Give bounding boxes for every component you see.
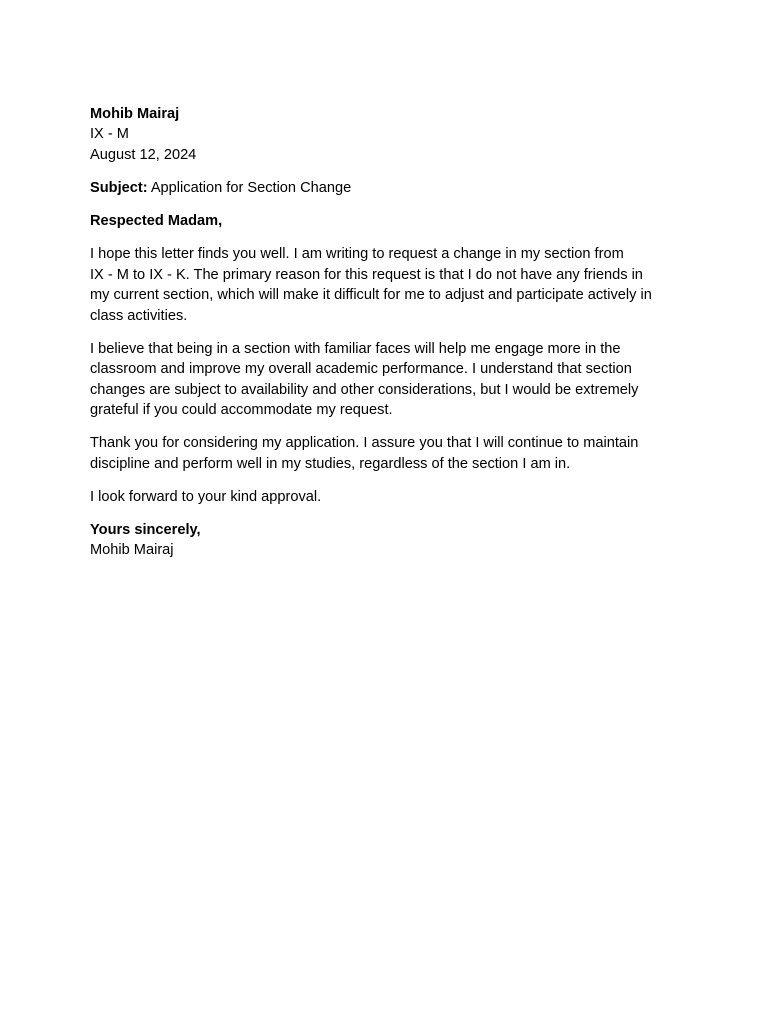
paragraph-4 (90, 487, 680, 507)
paragraph-line: my current section, which will make it difficult for me to adjust and participate actively in (90, 287, 652, 304)
paragraph-line: changes are subject to availability and other considerations, but I would be extremely (90, 381, 639, 398)
signature-name: Mohib Mairaj (90, 542, 174, 559)
paragraph-line: I hope this letter finds you well. I am writing to request a change in my section from (90, 246, 624, 263)
salutation: Respected Madam, (90, 213, 223, 230)
subject-line (90, 178, 680, 198)
closing-block (90, 520, 680, 561)
letter-date: August 12, 2024 (90, 146, 197, 163)
subject-text: Application for Section Change (147, 180, 352, 197)
paragraph-1 (90, 244, 680, 326)
paragraph-line: discipline and perform well in my studies, regardless of the section I am in. (90, 455, 571, 472)
paragraph-line: class activities. (90, 307, 188, 324)
sender-name: Mohib Mairaj (90, 106, 180, 122)
sender-class: IX - M (90, 126, 129, 143)
paragraph-3 (90, 433, 680, 474)
paragraph-2 (90, 339, 680, 421)
paragraph-line: I look forward to your kind approval. (90, 488, 322, 505)
paragraph-line: classroom and improve my overall academic performance. I understand that section (90, 361, 632, 378)
closing-phrase: Yours sincerely, (90, 522, 201, 539)
subject-label: Subject: (90, 180, 148, 197)
paragraph-line: grateful if you could accommodate my request. (90, 402, 393, 419)
paragraph-line: I believe that being in a section with familiar faces will help me engage more in the (90, 340, 621, 357)
paragraph-line: Thank you for considering my application. I assure you that I will continue to maintain (90, 435, 639, 452)
paragraph-line: IX - M to IX - K. The primary reason for this request is that I do not have any friends in (90, 266, 643, 283)
letter-page (90, 104, 680, 561)
sender-block (90, 104, 680, 165)
